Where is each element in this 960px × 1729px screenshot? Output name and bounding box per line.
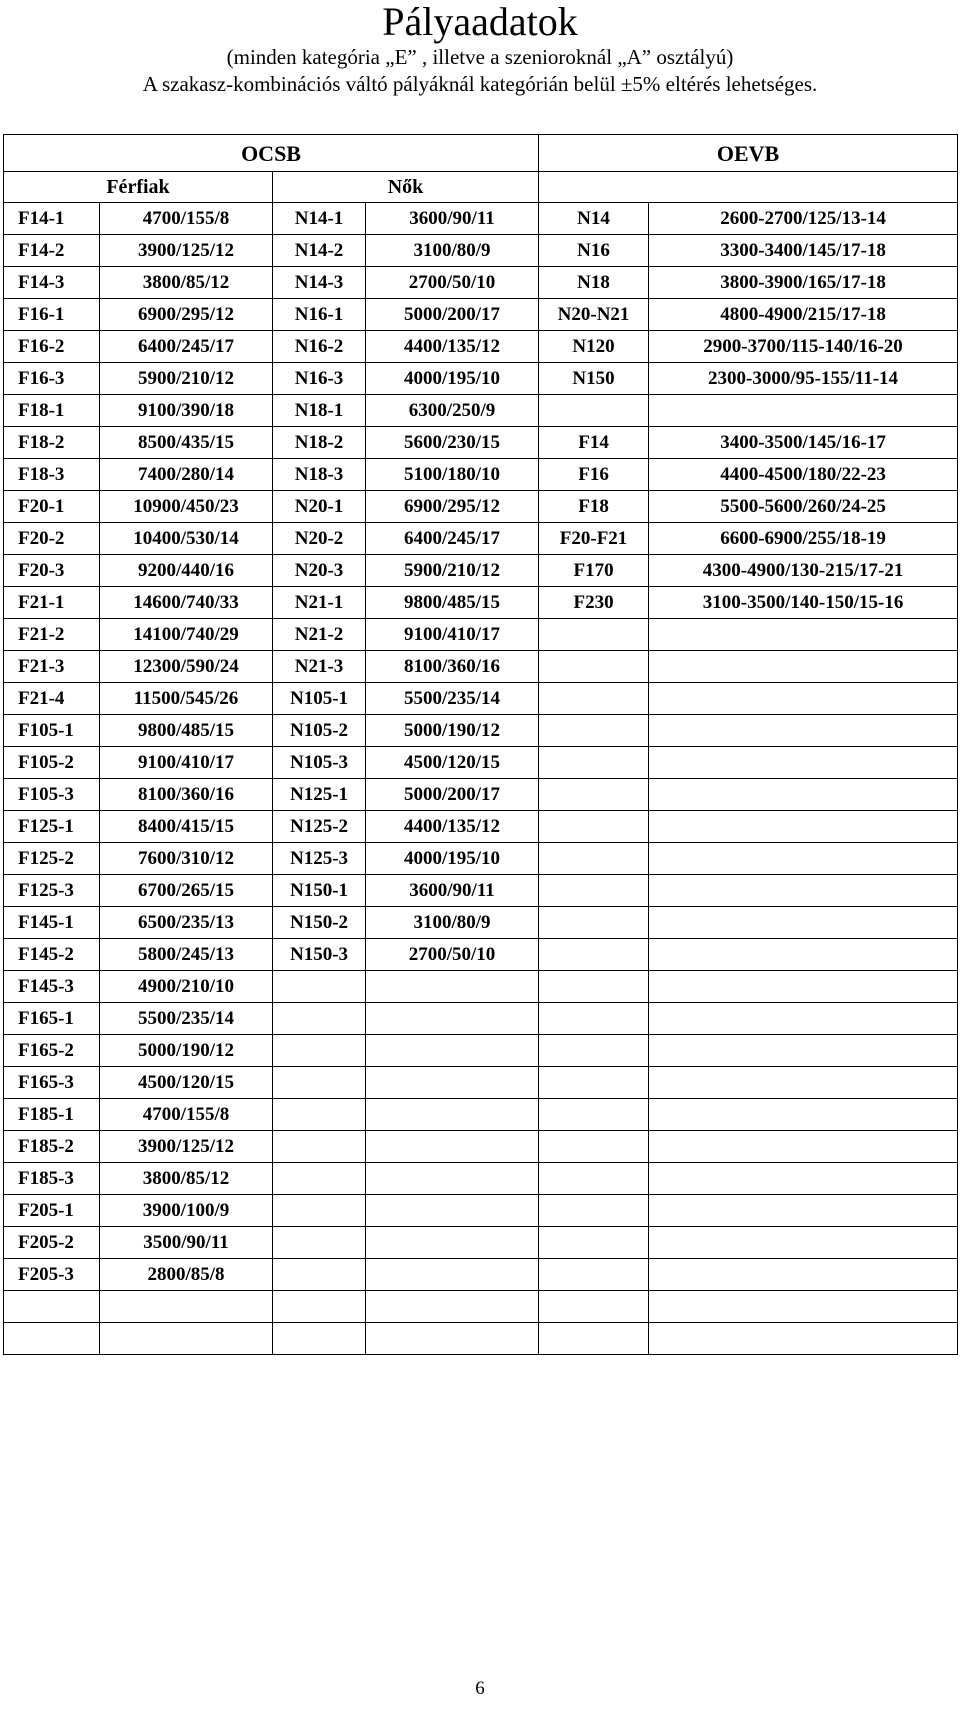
oevb-course-cell (649, 747, 958, 779)
ferfi-course-cell: 8100/360/16 (100, 779, 273, 811)
oevb-course-cell (649, 875, 958, 907)
ferfi-course-cell: 5900/210/12 (100, 363, 273, 395)
table-row (4, 1323, 958, 1355)
oevb-category-cell (539, 1259, 649, 1291)
oevb-course-cell (649, 843, 958, 875)
oevb-course-cell: 2900-3700/115-140/16-20 (649, 331, 958, 363)
ferfi-course-cell: 3500/90/11 (100, 1227, 273, 1259)
no-category-cell (273, 1099, 366, 1131)
ferfi-category-cell: F205-3 (4, 1259, 100, 1291)
table-row (4, 395, 958, 427)
no-category-cell: N14-1 (273, 203, 366, 235)
oevb-course-cell: 3400-3500/145/16-17 (649, 427, 958, 459)
oevb-category-cell: F230 (539, 587, 649, 619)
ferfi-category-cell: F145-1 (4, 907, 100, 939)
ferfi-course-cell: 3900/125/12 (100, 235, 273, 267)
ferfi-category-cell: F165-3 (4, 1067, 100, 1099)
oevb-category-cell (539, 971, 649, 1003)
oevb-course-cell (649, 1003, 958, 1035)
table-row (4, 715, 958, 747)
no-course-cell (366, 1003, 539, 1035)
oevb-category-cell: F20-F21 (539, 523, 649, 555)
table-row (4, 651, 958, 683)
no-course-cell: 5900/210/12 (366, 555, 539, 587)
no-category-cell (273, 1003, 366, 1035)
table-row (4, 1099, 958, 1131)
no-category-cell: N105-2 (273, 715, 366, 747)
oevb-category-cell (539, 1035, 649, 1067)
oevb-category-cell (539, 715, 649, 747)
oevb-category-cell (539, 1227, 649, 1259)
table-row (4, 779, 958, 811)
no-course-cell: 9100/410/17 (366, 619, 539, 651)
ferfi-category-cell: F205-2 (4, 1227, 100, 1259)
no-category-cell: N150-3 (273, 939, 366, 971)
no-category-cell (273, 1227, 366, 1259)
oevb-category-cell: N16 (539, 235, 649, 267)
ferfi-course-cell: 10400/530/14 (100, 523, 273, 555)
table-row (4, 1227, 958, 1259)
no-category-cell: N14-3 (273, 267, 366, 299)
no-category-cell: N21-1 (273, 587, 366, 619)
no-category-cell: N18-3 (273, 459, 366, 491)
oevb-course-cell: 4800-4900/215/17-18 (649, 299, 958, 331)
oevb-course-cell (649, 1291, 958, 1323)
oevb-category-cell (539, 811, 649, 843)
oevb-category-cell (539, 1131, 649, 1163)
oevb-category-cell (539, 939, 649, 971)
ferfi-category-cell: F165-2 (4, 1035, 100, 1067)
oevb-header: OEVB (539, 135, 958, 172)
ferfi-category-cell: F125-3 (4, 875, 100, 907)
no-category-cell (273, 1195, 366, 1227)
oevb-course-cell (649, 651, 958, 683)
table-row (4, 1195, 958, 1227)
oevb-category-cell: N150 (539, 363, 649, 395)
ferfi-course-cell: 6700/265/15 (100, 875, 273, 907)
oevb-course-cell: 5500-5600/260/24-25 (649, 491, 958, 523)
oevb-course-cell (649, 907, 958, 939)
no-category-cell (273, 1067, 366, 1099)
oevb-course-cell (649, 715, 958, 747)
no-course-cell: 5100/180/10 (366, 459, 539, 491)
table-row (4, 331, 958, 363)
table-row (4, 619, 958, 651)
ferfi-course-cell: 3800/85/12 (100, 267, 273, 299)
no-course-cell: 3600/90/11 (366, 203, 539, 235)
ocsb-header: OCSB (4, 135, 539, 172)
subtitle-line-1: (minden kategória „E” , illetve a szenioroknál „A” osztályú) (226, 45, 734, 69)
table-row (4, 235, 958, 267)
no-course-cell: 3100/80/9 (366, 235, 539, 267)
table-row (4, 939, 958, 971)
page-number: 6 (475, 1678, 485, 1699)
table-row (4, 811, 958, 843)
course-data-table (3, 134, 958, 1355)
no-category-cell: N18-1 (273, 395, 366, 427)
oevb-category-cell (539, 1099, 649, 1131)
oevb-course-cell (649, 1259, 958, 1291)
table-row (4, 363, 958, 395)
ferfi-category-cell: F16-2 (4, 331, 100, 363)
category-header-row (4, 135, 958, 172)
ferfi-category-cell: F18-1 (4, 395, 100, 427)
oevb-course-cell: 4300-4900/130-215/17-21 (649, 555, 958, 587)
no-category-cell: N18-2 (273, 427, 366, 459)
table-row (4, 907, 958, 939)
oevb-course-cell (649, 971, 958, 1003)
no-course-cell: 2700/50/10 (366, 939, 539, 971)
table-row (4, 523, 958, 555)
table-row (4, 1067, 958, 1099)
table-row (4, 1035, 958, 1067)
ferfi-course-cell: 8400/415/15 (100, 811, 273, 843)
oevb-category-cell: F18 (539, 491, 649, 523)
oevb-course-cell (649, 683, 958, 715)
no-course-cell: 5000/200/17 (366, 299, 539, 331)
table-row (4, 459, 958, 491)
ferfi-category-cell: F125-2 (4, 843, 100, 875)
no-course-cell: 4400/135/12 (366, 811, 539, 843)
table-row (4, 843, 958, 875)
ferfi-course-cell: 6900/295/12 (100, 299, 273, 331)
ferfi-course-cell: 2800/85/8 (100, 1259, 273, 1291)
no-course-cell: 5500/235/14 (366, 683, 539, 715)
no-course-cell (366, 1291, 539, 1323)
oevb-category-cell (539, 1291, 649, 1323)
no-category-cell (273, 1035, 366, 1067)
table-row (4, 267, 958, 299)
no-course-cell: 3100/80/9 (366, 907, 539, 939)
oevb-course-cell: 2300-3000/95-155/11-14 (649, 363, 958, 395)
ferfi-course-cell: 3900/125/12 (100, 1131, 273, 1163)
table-row (4, 747, 958, 779)
oevb-category-cell (539, 1067, 649, 1099)
oevb-category-cell (539, 683, 649, 715)
no-course-cell (366, 971, 539, 1003)
oevb-category-cell (539, 747, 649, 779)
no-course-cell (366, 1035, 539, 1067)
no-course-cell: 5000/200/17 (366, 779, 539, 811)
oevb-course-cell (649, 395, 958, 427)
no-course-cell: 4000/195/10 (366, 363, 539, 395)
ferfi-category-cell: F18-2 (4, 427, 100, 459)
table-row (4, 203, 958, 235)
oevb-category-cell (539, 1163, 649, 1195)
ferfi-category-cell: F14-3 (4, 267, 100, 299)
no-category-cell (273, 971, 366, 1003)
ferfi-course-cell: 14100/740/29 (100, 619, 273, 651)
oevb-category-cell (539, 843, 649, 875)
ferfi-category-cell: F18-3 (4, 459, 100, 491)
table-row (4, 683, 958, 715)
oevb-category-cell (539, 779, 649, 811)
ferfi-category-cell: F165-1 (4, 1003, 100, 1035)
oevb-category-cell: F170 (539, 555, 649, 587)
no-category-cell: N125-2 (273, 811, 366, 843)
oevb-category-cell: F16 (539, 459, 649, 491)
ferfi-category-cell: F21-3 (4, 651, 100, 683)
ferfi-category-cell: F21-1 (4, 587, 100, 619)
oevb-category-cell (539, 1323, 649, 1355)
no-category-cell: N16-2 (273, 331, 366, 363)
no-category-cell: N20-1 (273, 491, 366, 523)
no-category-cell (273, 1259, 366, 1291)
table-row (4, 427, 958, 459)
ferfi-category-cell: F21-2 (4, 619, 100, 651)
ferfi-course-cell: 6400/245/17 (100, 331, 273, 363)
ferfi-category-cell: F105-3 (4, 779, 100, 811)
oevb-course-cell (649, 1099, 958, 1131)
no-course-cell: 5600/230/15 (366, 427, 539, 459)
ferfi-course-cell: 3800/85/12 (100, 1163, 273, 1195)
no-category-cell: N20-3 (273, 555, 366, 587)
no-category-cell (273, 1163, 366, 1195)
oevb-course-cell (649, 779, 958, 811)
ferfi-course-cell: 8500/435/15 (100, 427, 273, 459)
oevb-category-cell (539, 1195, 649, 1227)
oevb-category-cell (539, 1003, 649, 1035)
no-category-cell: N20-2 (273, 523, 366, 555)
ferfi-course-cell: 10900/450/23 (100, 491, 273, 523)
nok-header: Nők (273, 172, 539, 203)
empty-header-cell (539, 172, 958, 203)
oevb-course-cell (649, 1067, 958, 1099)
oevb-category-cell (539, 907, 649, 939)
no-course-cell (366, 1259, 539, 1291)
table-row (4, 1131, 958, 1163)
no-course-cell (366, 1195, 539, 1227)
no-category-cell: N105-1 (273, 683, 366, 715)
gender-header-row (4, 172, 958, 203)
ferfi-course-cell: 3900/100/9 (100, 1195, 273, 1227)
ferfi-course-cell: 4700/155/8 (100, 1099, 273, 1131)
ferfi-course-cell: 12300/590/24 (100, 651, 273, 683)
no-course-cell (366, 1067, 539, 1099)
no-course-cell (366, 1099, 539, 1131)
ferfi-course-cell: 5000/190/12 (100, 1035, 273, 1067)
ferfi-course-cell: 9100/390/18 (100, 395, 273, 427)
no-category-cell (273, 1291, 366, 1323)
ferfi-course-cell (100, 1323, 273, 1355)
ferfiak-header: Férfiak (4, 172, 273, 203)
ferfi-category-cell: F105-1 (4, 715, 100, 747)
ferfi-category-cell: F16-3 (4, 363, 100, 395)
ferfi-course-cell: 7400/280/14 (100, 459, 273, 491)
ferfi-category-cell: F185-2 (4, 1131, 100, 1163)
oevb-category-cell: N20-N21 (539, 299, 649, 331)
oevb-course-cell: 3100-3500/140-150/15-16 (649, 587, 958, 619)
no-course-cell: 9800/485/15 (366, 587, 539, 619)
ferfi-course-cell (100, 1291, 273, 1323)
ferfi-category-cell: F14-2 (4, 235, 100, 267)
no-category-cell: N150-2 (273, 907, 366, 939)
ferfi-category-cell: F205-1 (4, 1195, 100, 1227)
table-row (4, 1163, 958, 1195)
oevb-category-cell: N18 (539, 267, 649, 299)
no-course-cell (366, 1163, 539, 1195)
ferfi-category-cell: F14-1 (4, 203, 100, 235)
table-row (4, 971, 958, 1003)
no-course-cell (366, 1227, 539, 1259)
no-course-cell: 2700/50/10 (366, 267, 539, 299)
no-category-cell (273, 1323, 366, 1355)
no-course-cell (366, 1131, 539, 1163)
ferfi-course-cell: 4700/155/8 (100, 203, 273, 235)
no-category-cell: N125-3 (273, 843, 366, 875)
table-row (4, 555, 958, 587)
no-course-cell: 5000/190/12 (366, 715, 539, 747)
table-row (4, 299, 958, 331)
no-course-cell (366, 1323, 539, 1355)
no-category-cell (273, 1131, 366, 1163)
oevb-course-cell: 4400-4500/180/22-23 (649, 459, 958, 491)
ferfi-category-cell: F145-2 (4, 939, 100, 971)
table-row (4, 491, 958, 523)
no-category-cell: N21-2 (273, 619, 366, 651)
ferfi-category-cell: F185-1 (4, 1099, 100, 1131)
ferfi-category-cell: F21-4 (4, 683, 100, 715)
ferfi-category-cell: F105-2 (4, 747, 100, 779)
no-category-cell: N105-3 (273, 747, 366, 779)
no-course-cell: 6300/250/9 (366, 395, 539, 427)
no-category-cell: N16-1 (273, 299, 366, 331)
ferfi-course-cell: 11500/545/26 (100, 683, 273, 715)
no-category-cell: N21-3 (273, 651, 366, 683)
ferfi-course-cell: 9200/440/16 (100, 555, 273, 587)
oevb-course-cell: 3800-3900/165/17-18 (649, 267, 958, 299)
oevb-course-cell (649, 619, 958, 651)
ferfi-course-cell: 4900/210/10 (100, 971, 273, 1003)
ferfi-course-cell: 5800/245/13 (100, 939, 273, 971)
ferfi-category-cell (4, 1323, 100, 1355)
ferfi-category-cell: F145-3 (4, 971, 100, 1003)
oevb-course-cell: 2600-2700/125/13-14 (649, 203, 958, 235)
ferfi-category-cell: F125-1 (4, 811, 100, 843)
oevb-course-cell (649, 1035, 958, 1067)
table-row (4, 1003, 958, 1035)
no-category-cell: N125-1 (273, 779, 366, 811)
ferfi-course-cell: 5500/235/14 (100, 1003, 273, 1035)
ferfi-course-cell: 14600/740/33 (100, 587, 273, 619)
oevb-category-cell (539, 875, 649, 907)
ferfi-category-cell: F20-3 (4, 555, 100, 587)
page-title: Pályaadatok (382, 0, 578, 44)
oevb-category-cell (539, 651, 649, 683)
oevb-course-cell (649, 1227, 958, 1259)
oevb-course-cell: 3300-3400/145/17-18 (649, 235, 958, 267)
no-course-cell: 8100/360/16 (366, 651, 539, 683)
no-category-cell: N14-2 (273, 235, 366, 267)
table-row (4, 587, 958, 619)
table-row (4, 1259, 958, 1291)
oevb-category-cell: N14 (539, 203, 649, 235)
oevb-course-cell (649, 1163, 958, 1195)
oevb-category-cell: F14 (539, 427, 649, 459)
oevb-course-cell (649, 1323, 958, 1355)
oevb-course-cell (649, 1195, 958, 1227)
oevb-course-cell: 6600-6900/255/18-19 (649, 523, 958, 555)
ferfi-course-cell: 9800/485/15 (100, 715, 273, 747)
table-row (4, 875, 958, 907)
no-course-cell: 4000/195/10 (366, 843, 539, 875)
ferfi-course-cell: 6500/235/13 (100, 907, 273, 939)
no-course-cell: 4500/120/15 (366, 747, 539, 779)
oevb-category-cell: N120 (539, 331, 649, 363)
oevb-course-cell (649, 1131, 958, 1163)
ferfi-course-cell: 7600/310/12 (100, 843, 273, 875)
ferfi-category-cell: F16-1 (4, 299, 100, 331)
no-category-cell: N16-3 (273, 363, 366, 395)
no-course-cell: 3600/90/11 (366, 875, 539, 907)
table-row (4, 1291, 958, 1323)
oevb-category-cell (539, 619, 649, 651)
oevb-course-cell (649, 811, 958, 843)
ferfi-category-cell: F185-3 (4, 1163, 100, 1195)
no-course-cell: 6900/295/12 (366, 491, 539, 523)
no-course-cell: 4400/135/12 (366, 331, 539, 363)
ferfi-course-cell: 9100/410/17 (100, 747, 273, 779)
no-course-cell: 6400/245/17 (366, 523, 539, 555)
ferfi-category-cell: F20-1 (4, 491, 100, 523)
ferfi-category-cell (4, 1291, 100, 1323)
subtitle-line-2: A szakasz-kombinációs váltó pályáknál kategórián belül ±5% eltérés lehetséges. (142, 72, 818, 96)
oevb-course-cell (649, 939, 958, 971)
no-category-cell: N150-1 (273, 875, 366, 907)
ferfi-course-cell: 4500/120/15 (100, 1067, 273, 1099)
ferfi-category-cell: F20-2 (4, 523, 100, 555)
oevb-category-cell (539, 395, 649, 427)
